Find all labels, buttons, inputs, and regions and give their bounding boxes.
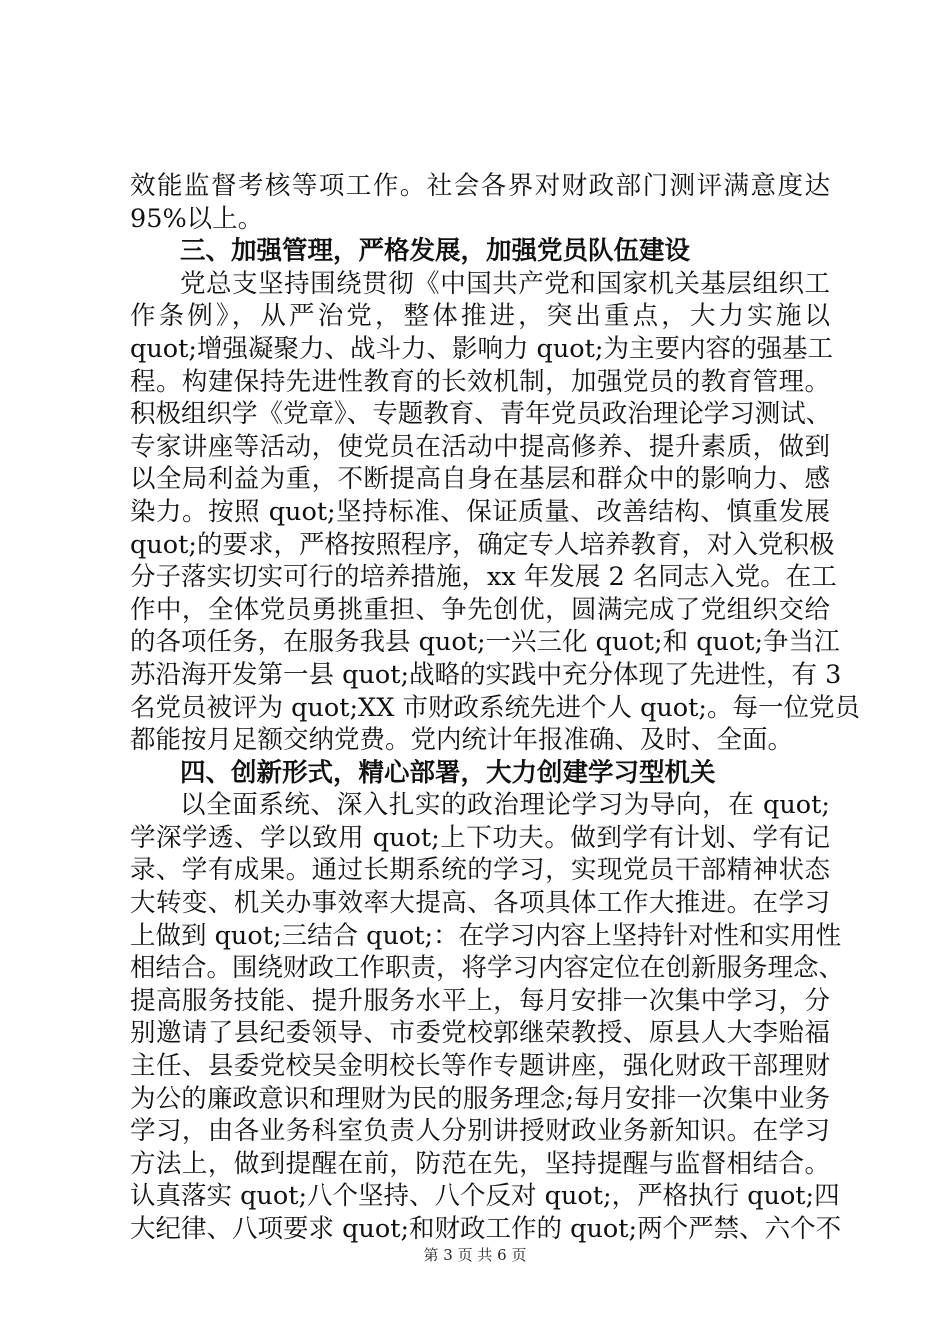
body-line: 方法上，做到提醒在前，防范在先，坚持提醒与监督相结合。 — [130, 1148, 830, 1179]
body-line: 学深学透、学以致用 quot;上下功夫。做到学有计划、学有记 — [130, 822, 830, 853]
body-line: 的各项任务，在服务我县 quot;一兴三化 quot;和 quot;争当江 — [130, 627, 840, 658]
body-line: 大纪律、八项要求 quot;和财政工作的 quot;两个严禁、六个不 — [130, 1214, 842, 1244]
body-line: 为公的廉政意识和理财为民的服务理念;每月安排一次集中业务 — [130, 1083, 830, 1114]
body-line: 党总支坚持围绕贯彻《中国共产党和国家机关基层组织工 — [180, 268, 830, 299]
body-line: 相结合。围绕财政工作职责，将学习内容定位在创新服务理念、 — [130, 953, 845, 984]
body-line: 别邀请了县纪委领导、市委党校郭继荣教授、原县人大李贻福 — [130, 1018, 830, 1049]
body-line: 以全局利益为重，不断提高自身在基层和群众中的影响力、感 — [130, 464, 830, 495]
body-line: 以全面系统、深入扎实的政治理论学习为导向，在 quot; — [180, 790, 830, 821]
body-line: 苏沿海开发第一县 quot;战略的实践中充分体现了先进性，有 3 — [130, 659, 842, 690]
body-line: 专家讲座等活动，使党员在活动中提高修养、提升素质，做到 — [130, 431, 830, 462]
page-footer — [0, 1245, 950, 1265]
body-line: 录、学有成果。通过长期系统的学习，实现党员干部精神状态 — [130, 855, 830, 886]
body-line: 主任、县委党校吴金明校长等作专题讲座，强化财政干部理财 — [130, 1051, 830, 1082]
body-line: 提高服务技能、提升服务水平上，每月安排一次集中学习，分 — [130, 985, 830, 1016]
body-line: 大转变、机关办事效率大提高、各项具体工作大推进。在学习 — [130, 888, 830, 919]
body-line: 学习，由各业务科室负责人分别讲授财政业务新知识。在学习 — [130, 1116, 830, 1147]
body-line: 都能按月足额交纳党费。党内统计年报准确、及时、全面。 — [130, 725, 794, 756]
body-line: 95%以上。 — [130, 203, 264, 234]
section-heading: 三、加强管理，严格发展，加强党员队伍建设 — [180, 236, 691, 267]
body-line: 名党员被评为 quot;XX 市财政系统先进个人 quot;。每一位党员 — [130, 692, 861, 723]
body-line: quot;增强凝聚力、战斗力、影响力 quot;为主要内容的强基工 — [130, 333, 833, 364]
section-heading: 四、创新形式，精心部署，大力创建学习型机关 — [180, 757, 716, 788]
body-line: 程。构建保持先进性教育的长效机制，加强党员的教育管理。 — [130, 366, 830, 397]
body-line: 分子落实切实可行的培养措施，xx 年发展 2 名同志入党。在工 — [130, 562, 837, 593]
body-line: 积极组织学《党章》、专题教育、青年党员政治理论学习测试、 — [130, 399, 832, 430]
body-line: 上做到 quot;三结合 quot;：在学习内容上坚持针对性和实用性 — [130, 920, 842, 951]
body-line: 作条例》，从严治党，整体推进，突出重点，大力实施以 — [130, 301, 830, 332]
body-line: quot;的要求，严格按照程序，确定专人培养教育，对入党积极 — [130, 529, 835, 560]
document-body — [130, 170, 861, 1246]
body-line: 作中，全体党员勇挑重担、争先创优，圆满完成了党组织交给 — [130, 594, 830, 625]
body-line: 染力。按照 quot;坚持标准、保证质量、改善结构、慎重发展 — [130, 496, 830, 527]
body-line: 认真落实 quot;八个坚持、八个反对 quot;，严格执行 quot;四 — [130, 1181, 840, 1212]
page-number-label: 第 3 页 共 6 页 — [423, 1246, 527, 1264]
body-line: 效能监督考核等项工作。社会各界对财政部门测评满意度达 — [130, 171, 830, 201]
